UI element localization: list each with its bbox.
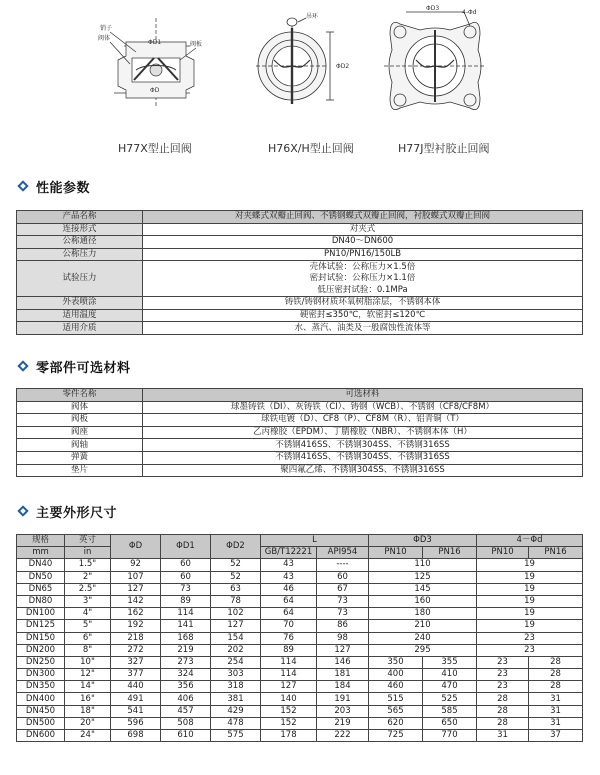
col-d3-pn16: PN16: [423, 547, 477, 559]
cell-d3-pn10: 515: [369, 693, 423, 705]
table-row: [17, 309, 583, 322]
cell-dn: DN500: [17, 717, 65, 729]
col-d2: ΦD2: [211, 535, 261, 559]
cell-d1: 73: [161, 583, 211, 595]
diamond-bullet-icon: [16, 179, 30, 193]
label-d1: ΦD1: [148, 39, 162, 46]
cell-d3-pn10: 460: [369, 681, 423, 693]
cell-d1: 219: [161, 644, 211, 656]
cell-holes-pn10: 23: [477, 656, 529, 668]
cell-inch: 2.5": [65, 583, 111, 595]
cell-d3: 160: [369, 595, 477, 607]
cell-d1: 168: [161, 632, 211, 644]
cell-inch: 3": [65, 595, 111, 607]
cell-d2: 127: [211, 620, 261, 632]
cell-d3: 210: [369, 620, 477, 632]
table-row: [17, 426, 583, 439]
cell-l-api: 146: [317, 656, 369, 668]
perf-name: 适用介质: [17, 322, 143, 335]
cell-holes: 19: [477, 571, 583, 583]
cell-d2: 202: [211, 644, 261, 656]
table-row: [17, 559, 583, 571]
cell-l-api: 127: [317, 644, 369, 656]
table-row: [17, 464, 583, 477]
perf-value: 低压密封试验：0.1MPa: [143, 285, 583, 297]
col-d3-pn10: PN10: [369, 547, 423, 559]
table-row: [17, 644, 583, 656]
table-row: [17, 608, 583, 620]
cell-d: 92: [111, 559, 161, 571]
perf-name: 外表喷涂: [17, 297, 143, 310]
cell-l-api: 67: [317, 583, 369, 595]
cell-holes-pn10: 28: [477, 717, 529, 729]
col-mm: mm: [17, 547, 65, 559]
cell-holes-pn10: 23: [477, 681, 529, 693]
perf-name: 公称通径: [17, 236, 143, 249]
valve-section-drawing: [96, 8, 206, 120]
table-row: [17, 595, 583, 607]
cell-l-gb: 127: [261, 681, 317, 693]
cell-d3: 240: [369, 632, 477, 644]
table-row: [17, 571, 583, 583]
table-row: [17, 439, 583, 452]
mat-value: 聚四氟乙烯、不锈钢304SS、不锈钢316SS: [143, 464, 583, 477]
cell-d: 127: [111, 583, 161, 595]
cell-d2: 575: [211, 730, 261, 742]
cell-dn: DN65: [17, 583, 65, 595]
perf-name: 公称压力: [17, 248, 143, 261]
mat-part: 阀轴: [17, 439, 143, 452]
label-holes: 4-Φd: [462, 9, 477, 16]
perf-name: 连接形式: [17, 223, 143, 236]
table-row: [17, 620, 583, 632]
col-d1: ΦD1: [161, 535, 211, 559]
col-inch: 英寸: [65, 535, 111, 547]
perf-value: 铸铁/铸钢材质环氧树脂涂层，不锈钢本体: [143, 297, 583, 310]
cell-d3-pn10: 725: [369, 730, 423, 742]
cell-d2: 154: [211, 632, 261, 644]
cell-l-gb: 152: [261, 717, 317, 729]
cell-inch: 20": [65, 717, 111, 729]
cell-dn: DN250: [17, 656, 65, 668]
cell-l-gb: 152: [261, 705, 317, 717]
cell-l-gb: 89: [261, 644, 317, 656]
cell-l-api: 184: [317, 681, 369, 693]
table-row: [17, 681, 583, 693]
cell-d3: 110: [369, 559, 477, 571]
materials-header-material: 可选材料: [143, 389, 583, 402]
cell-dn: DN80: [17, 595, 65, 607]
cell-holes: 19: [477, 583, 583, 595]
mat-value: 不锈钢416SS、不锈钢304SS、不锈钢316SS: [143, 439, 583, 452]
cell-holes-pn16: 28: [529, 669, 583, 681]
cell-d: 596: [111, 717, 161, 729]
cell-l-gb: 43: [261, 559, 317, 571]
cell-d: 162: [111, 608, 161, 620]
mat-part: 弹簧: [17, 451, 143, 464]
figure-caption-h77x: H77X型止回阀: [118, 142, 192, 155]
table-row: [17, 632, 583, 644]
cell-holes-pn16: 28: [529, 656, 583, 668]
cell-inch: 8": [65, 644, 111, 656]
cell-d1: 141: [161, 620, 211, 632]
cell-l-gb: 64: [261, 608, 317, 620]
cell-inch: 14": [65, 681, 111, 693]
cell-l-gb: 43: [261, 571, 317, 583]
cell-holes: 19: [477, 595, 583, 607]
perf-value: 壳体试验：公称压力×1.5倍: [143, 261, 583, 273]
cell-inch: 5": [65, 620, 111, 632]
cell-d1: 356: [161, 681, 211, 693]
cell-d1: 610: [161, 730, 211, 742]
cell-l-api: 181: [317, 669, 369, 681]
cell-holes-pn16: 31: [529, 705, 583, 717]
cell-d3: 295: [369, 644, 477, 656]
label-d2: ΦD2: [336, 63, 350, 70]
cell-d1: 324: [161, 669, 211, 681]
table-row: [17, 730, 583, 742]
table-row: [17, 322, 583, 335]
cell-dn: DN100: [17, 608, 65, 620]
mat-part: 阀座: [17, 426, 143, 439]
cell-l-api: 219: [317, 717, 369, 729]
table-row: [17, 223, 583, 236]
cell-l-gb: 70: [261, 620, 317, 632]
cell-d3: 180: [369, 608, 477, 620]
table-row: [17, 261, 583, 273]
cell-dn: DN400: [17, 693, 65, 705]
table-row: [17, 656, 583, 668]
performance-table: [16, 210, 583, 335]
cell-d: 377: [111, 669, 161, 681]
cell-d2: 381: [211, 693, 261, 705]
cell-d: 541: [111, 705, 161, 717]
cell-d3-pn16: 410: [423, 669, 477, 681]
cell-l-gb: 46: [261, 583, 317, 595]
cell-d1: 508: [161, 717, 211, 729]
dimensions-title: 主要外形尺寸: [36, 505, 118, 521]
valve-lined-drawing: [380, 4, 490, 120]
col-gb: GB/T12221: [261, 547, 317, 559]
cell-d1: 114: [161, 608, 211, 620]
col-holes-pn10: PN10: [477, 547, 529, 559]
materials-header-part: 零件名称: [17, 389, 143, 402]
cell-d3-pn16: 650: [423, 717, 477, 729]
cell-holes-pn10: 23: [477, 669, 529, 681]
materials-table: [16, 388, 583, 477]
table-row: [17, 414, 583, 427]
cell-inch: 18": [65, 705, 111, 717]
performance-title: 性能参数: [36, 180, 91, 196]
cell-d1: 89: [161, 595, 211, 607]
perf-value: DN40～DN600: [143, 236, 583, 249]
table-header-row: [17, 547, 583, 559]
cell-d3-pn16: 770: [423, 730, 477, 742]
dimensions-table: [16, 534, 583, 742]
col-d: ΦD: [111, 535, 161, 559]
label-d3: ΦD3: [426, 5, 440, 12]
figure-caption-h77j: H77J型衬胶止回阀: [398, 142, 490, 155]
cell-d1: 273: [161, 656, 211, 668]
cell-holes-pn16: 28: [529, 681, 583, 693]
cell-d1: 457: [161, 705, 211, 717]
cell-d2: 254: [211, 656, 261, 668]
perf-value: 对夹式: [143, 223, 583, 236]
cell-holes-pn16: 31: [529, 717, 583, 729]
cell-holes: 19: [477, 559, 583, 571]
cell-dn: DN50: [17, 571, 65, 583]
perf-value: 水、蒸汽、油类及一般腐蚀性流体等: [143, 322, 583, 335]
materials-section-header: [16, 358, 131, 374]
mat-value: 不锈钢416SS、不锈钢304SS、不锈钢316SS: [143, 451, 583, 464]
figure-caption-h76x: H76X/H型止回阀: [268, 142, 354, 155]
cell-dn: DN40: [17, 559, 65, 571]
table-row: [17, 236, 583, 249]
mat-value: 球墨铸铁（DI）、灰铸铁（CI）、铸钢（WCB）、不锈钢（CF8/CF8M）: [143, 401, 583, 414]
cell-d: 272: [111, 644, 161, 656]
cell-dn: DN125: [17, 620, 65, 632]
cell-d2: 52: [211, 571, 261, 583]
perf-name: 产品名称: [17, 211, 143, 224]
cell-d: 491: [111, 693, 161, 705]
label-ring: 吊环: [306, 13, 319, 20]
label-d: ΦD: [150, 87, 160, 94]
col-holes: 4－Φd: [477, 535, 583, 547]
cell-dn: DN150: [17, 632, 65, 644]
label-plate: 阀板: [190, 41, 203, 48]
cell-holes: 23: [477, 632, 583, 644]
cell-d2: 52: [211, 559, 261, 571]
col-in: in: [65, 547, 111, 559]
cell-d: 142: [111, 595, 161, 607]
cell-inch: 12": [65, 669, 111, 681]
cell-d2: 429: [211, 705, 261, 717]
cell-d2: 78: [211, 595, 261, 607]
cell-d2: 318: [211, 681, 261, 693]
table-row: [17, 211, 583, 224]
cell-l-gb: 76: [261, 632, 317, 644]
perf-name: 试验压力: [17, 261, 143, 297]
cell-d3: 125: [369, 571, 477, 583]
table-row: [17, 669, 583, 681]
performance-section-header: [16, 178, 90, 194]
table-row: [17, 693, 583, 705]
cell-d: 107: [111, 571, 161, 583]
cell-holes: 19: [477, 620, 583, 632]
cell-l-gb: 64: [261, 595, 317, 607]
cell-d3-pn10: 565: [369, 705, 423, 717]
table-row: [17, 717, 583, 729]
col-d3: ΦD3: [369, 535, 477, 547]
cell-holes-pn10: 28: [477, 693, 529, 705]
table-row: [17, 389, 583, 402]
mat-part: 垫片: [17, 464, 143, 477]
perf-value: 硬密封≤350℃，软密封≤120℃: [143, 309, 583, 322]
cell-l-api: ----: [317, 559, 369, 571]
perf-value: 对夹蝶式双瓣止回阀、不锈钢蝶式双瓣止回阀，衬胶蝶式双瓣止回阀: [143, 211, 583, 224]
cell-d3-pn10: 400: [369, 669, 423, 681]
cell-inch: 24": [65, 730, 111, 742]
cell-l-api: 73: [317, 595, 369, 607]
cell-holes: 19: [477, 608, 583, 620]
cell-dn: DN350: [17, 681, 65, 693]
table-row: [17, 401, 583, 414]
label-body: 阀体: [98, 35, 111, 42]
cell-holes: 23: [477, 644, 583, 656]
mat-part: 阀板: [17, 414, 143, 427]
cell-l-api: 98: [317, 632, 369, 644]
cell-l-gb: 140: [261, 693, 317, 705]
cell-l-api: 222: [317, 730, 369, 742]
cell-l-gb: 114: [261, 669, 317, 681]
table-row: [17, 705, 583, 717]
cell-inch: 1.5": [65, 559, 111, 571]
perf-value: PN10/PN16/150LB: [143, 248, 583, 261]
cell-d: 218: [111, 632, 161, 644]
cell-l-api: 73: [317, 608, 369, 620]
cell-holes-pn10: 31: [477, 730, 529, 742]
diamond-bullet-icon: [16, 359, 30, 373]
cell-d1: 406: [161, 693, 211, 705]
cell-l-api: 191: [317, 693, 369, 705]
cell-d: 440: [111, 681, 161, 693]
mat-value: 球铁电镀（D）、CF8（P）、CF8M（R）、铝青铜（T）: [143, 414, 583, 427]
cell-inch: 16": [65, 693, 111, 705]
cell-inch: 4": [65, 608, 111, 620]
cell-d2: 63: [211, 583, 261, 595]
cell-l-gb: 178: [261, 730, 317, 742]
cell-d3-pn16: 585: [423, 705, 477, 717]
dimensions-body: [17, 559, 583, 742]
cell-d1: 60: [161, 559, 211, 571]
cell-l-api: 203: [317, 705, 369, 717]
mat-part: 阀体: [17, 401, 143, 414]
mat-value: 乙丙橡胶（EPDM）、丁腈橡胶（NBR）、不锈钢本体（H）: [143, 426, 583, 439]
cell-l-api: 86: [317, 620, 369, 632]
diamond-bullet-icon: [16, 504, 30, 518]
label-seat: 销子: [100, 25, 113, 32]
cell-d: 327: [111, 656, 161, 668]
cell-inch: 6": [65, 632, 111, 644]
cell-d: 698: [111, 730, 161, 742]
cell-d3-pn16: 525: [423, 693, 477, 705]
cell-inch: 2": [65, 571, 111, 583]
cell-d1: 60: [161, 571, 211, 583]
valve-front-drawing: [252, 4, 362, 120]
col-spec: 规格: [17, 535, 65, 547]
col-l: L: [261, 535, 369, 547]
cell-dn: DN450: [17, 705, 65, 717]
cell-holes-pn10: 28: [477, 705, 529, 717]
cell-holes-pn16: 37: [529, 730, 583, 742]
table-row: [17, 248, 583, 261]
cell-d2: 303: [211, 669, 261, 681]
cell-dn: DN300: [17, 669, 65, 681]
cell-d2: 478: [211, 717, 261, 729]
cell-l-api: 60: [317, 571, 369, 583]
cell-holes-pn16: 31: [529, 693, 583, 705]
cell-d3-pn10: 350: [369, 656, 423, 668]
table-row: [17, 297, 583, 310]
cell-dn: DN200: [17, 644, 65, 656]
cell-dn: DN600: [17, 730, 65, 742]
perf-value: 密封试验：公称压力×1.1倍: [143, 273, 583, 285]
materials-title: 零部件可选材料: [36, 360, 131, 376]
cell-d: 192: [111, 620, 161, 632]
cell-d3-pn16: 355: [423, 656, 477, 668]
cell-d3-pn10: 620: [369, 717, 423, 729]
cell-d3: 145: [369, 583, 477, 595]
col-holes-pn16: PN16: [529, 547, 583, 559]
perf-name: 适用温度: [17, 309, 143, 322]
table-header-row: [17, 535, 583, 547]
cell-inch: 10": [65, 656, 111, 668]
cell-d2: 102: [211, 608, 261, 620]
dimensions-section-header: [16, 503, 117, 519]
col-api: API954: [317, 547, 369, 559]
cell-l-gb: 114: [261, 656, 317, 668]
table-row: [17, 451, 583, 464]
table-row: [17, 583, 583, 595]
cell-d3-pn16: 470: [423, 681, 477, 693]
